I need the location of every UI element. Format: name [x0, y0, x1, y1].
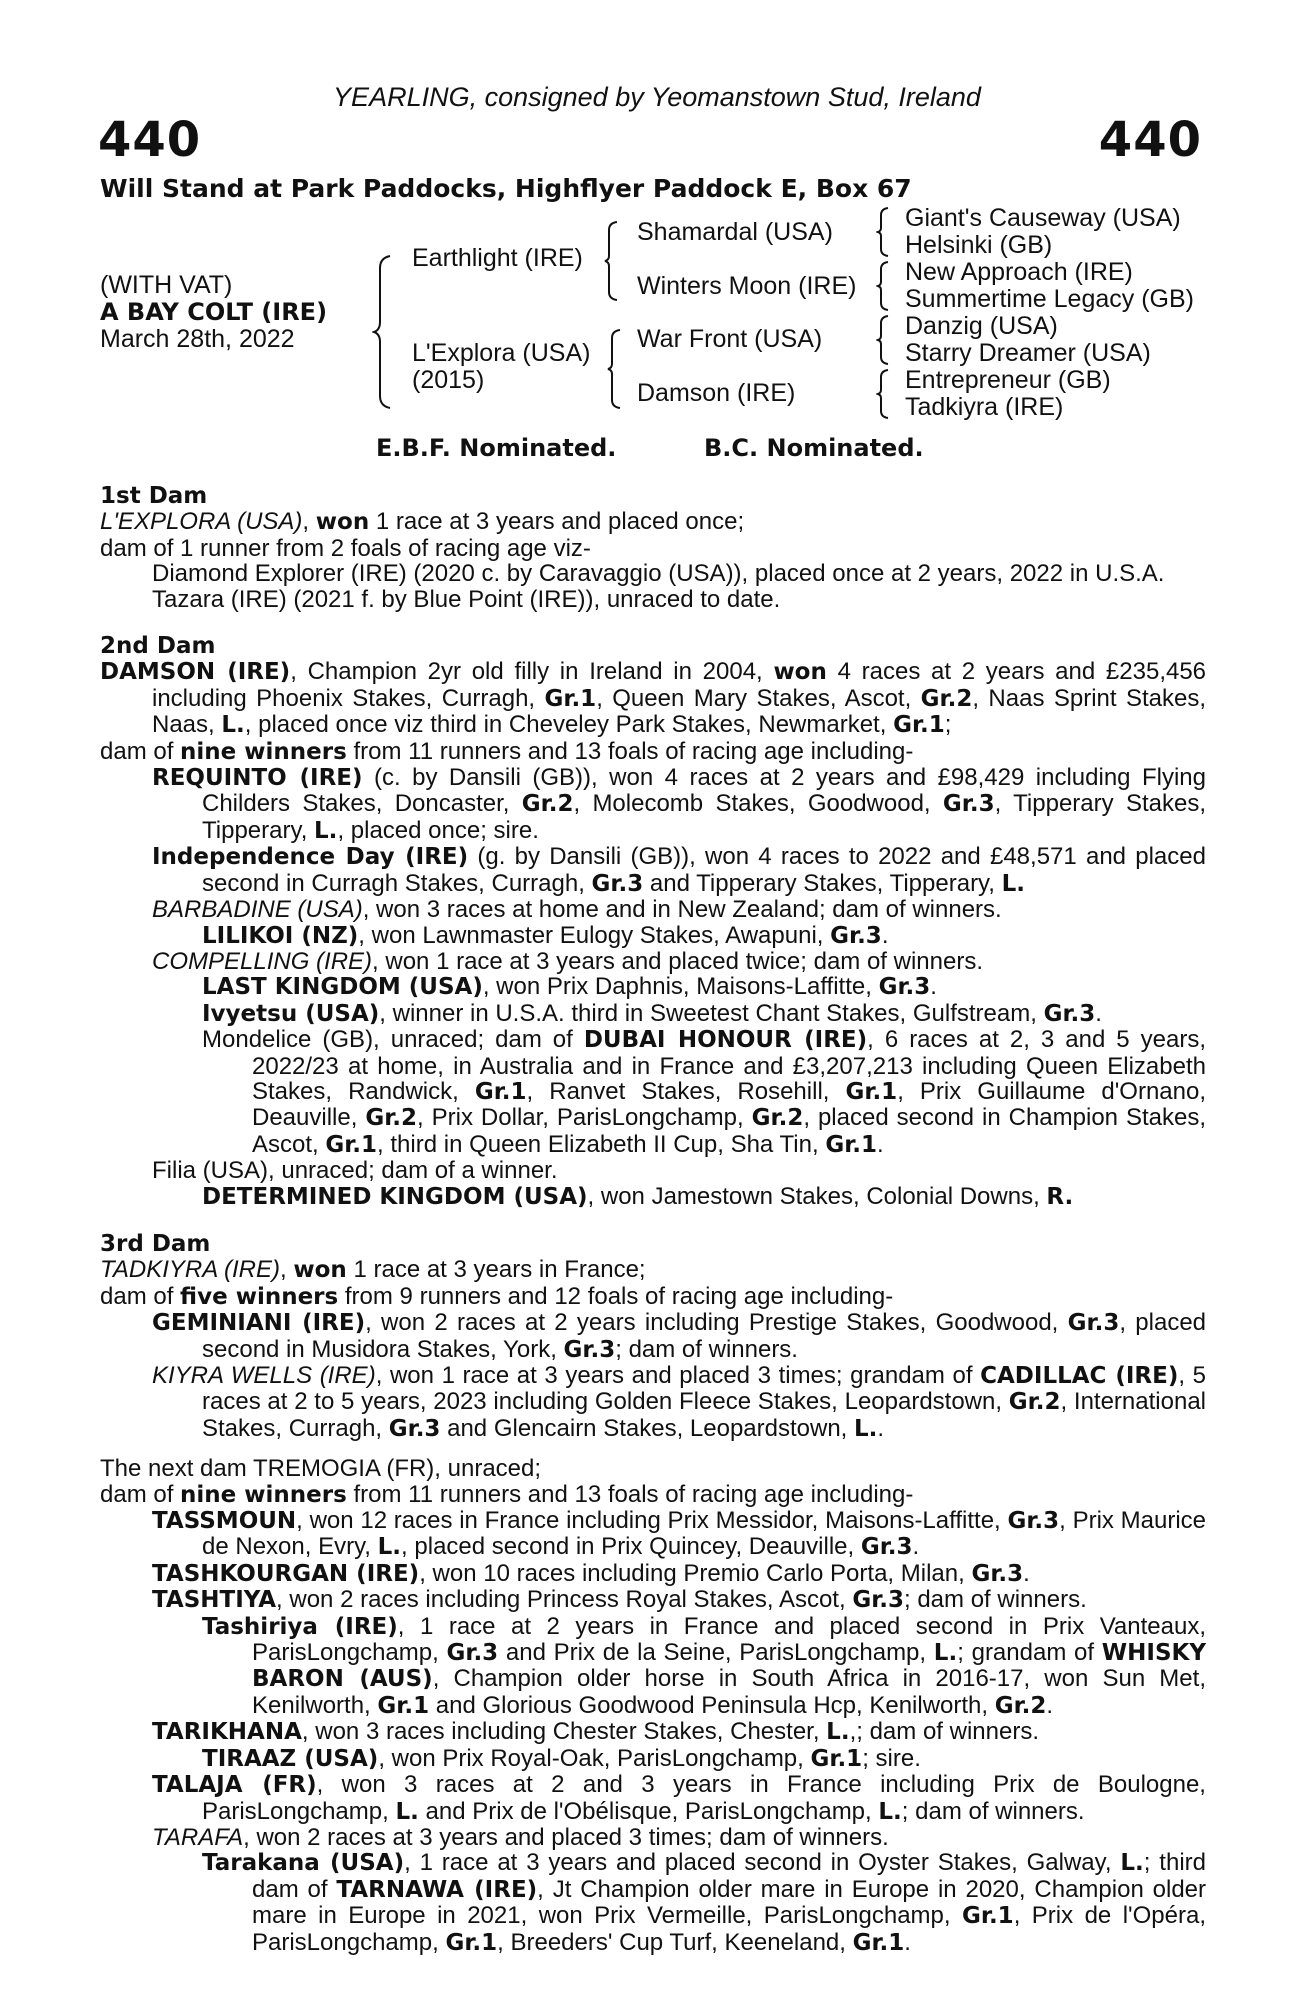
produce-compelling: COMPELLING (IRE), won 1 race at 3 years and placed twice; dam of winners. — [152, 947, 984, 975]
dam-name: L'Explora (USA) — [412, 339, 591, 367]
produce-lilikoi: LILIKOI (NZ), won Lawnmaster Eulogy Stakes, Awapuni, Gr.3. — [202, 921, 889, 949]
pedigree-brace-dam — [606, 328, 624, 410]
pedigree-brace-g1 — [876, 206, 892, 258]
produce-independence-day: Independence Day (IRE) (g. by Dansili (GB)), won 4 races to 2022 and £48,571 and placed second in Curragh Stakes, Curragh, Gr.3 and Tipperary Stakes, Tipperary, L. — [152, 843, 1206, 897]
ancestor-7: Entrepreneur (GB) — [905, 366, 1111, 394]
horse-dob: March 28th, 2022 — [100, 325, 295, 353]
ancestor-2: Helsinki (GB) — [905, 231, 1053, 259]
produce-tarikhana: TARIKHANA, won 3 races including Chester Stakes, Chester, L.,; dam of winners. — [152, 1718, 1039, 1746]
ancestor-4: Summertime Legacy (GB) — [905, 285, 1194, 313]
pedigree-brace-main — [372, 254, 394, 410]
sire-dam: Winters Moon (IRE) — [637, 272, 857, 300]
lot-number-left: 440 — [98, 112, 202, 168]
second-dam-produce-intro: dam of nine winners from 11 runners and 13 foals of racing age including- — [100, 737, 914, 765]
third-dam-line: TADKIYRA (IRE), won 1 race at 3 years in France; — [100, 1256, 646, 1284]
bc-nomination: B.C. Nominated. — [704, 434, 924, 462]
produce-determined-kingdom: DETERMINED KINGDOM (USA), won Jamestown Stakes, Colonial Downs, R. — [202, 1182, 1074, 1210]
produce-tashtiya: TASHTIYA, won 2 races including Princess Royal Stakes, Ascot, Gr.3; dam of winners. — [152, 1586, 1087, 1614]
sire-sire: Shamardal (USA) — [637, 218, 833, 246]
third-dam-heading: 3rd Dam — [100, 1230, 211, 1257]
first-dam-produce-2: Tazara (IRE) (2021 f. by Blue Point (IRE)), unraced to date. — [152, 585, 781, 613]
produce-tassmoun: TASSMOUN, won 12 races in France including Prix Messidor, Maisons-Laffitte, Gr.3, Prix Maurice de Nexon, Evry, L., placed second in Prix Quincey, Deauville, Gr.3. — [152, 1507, 1206, 1561]
first-dam-produce-1: Diamond Explorer (IRE) (2020 c. by Caravaggio (USA)), placed once at 2 years, 2022 in U.S.A. — [152, 560, 1165, 588]
horse-name: A BAY COLT (IRE) — [100, 298, 328, 326]
ancestor-6: Starry Dreamer (USA) — [905, 339, 1151, 367]
third-dam-produce-intro: dam of five winners from 9 runners and 12 foals of racing age including- — [100, 1282, 894, 1310]
ancestor-5: Danzig (USA) — [905, 312, 1058, 340]
produce-talaja: TALAJA (FR), won 3 races at 2 and 3 years in France including Prix de Boulogne, ParisLongchamp, L. and Prix de l'Obélisque, ParisLongchamp, L.; dam of winners. — [152, 1771, 1206, 1825]
produce-barbadine: BARBADINE (USA), won 3 races at home and in New Zealand; dam of winners. — [152, 896, 1002, 924]
vat-label: (WITH VAT) — [100, 271, 233, 299]
pedigree-brace-sire — [603, 220, 621, 302]
ancestor-3: New Approach (IRE) — [905, 258, 1133, 286]
consignment-line: YEARLING, consigned by Yeomanstown Stud, Ireland — [333, 82, 981, 112]
second-dam-heading: 2nd Dam — [100, 633, 216, 660]
produce-requinto: REQUINTO (IRE) (c. by Dansili (GB)), won 4 races at 2 years and £98,429 including Flying Childers Stakes, Doncaster, Gr.2, Molecomb Stakes, Goodwood, Gr.3, Tipperary Stakes, Tipperary, L., placed once; sire. — [152, 764, 1206, 844]
produce-filia: Filia (USA), unraced; dam of a winner. — [152, 1157, 558, 1185]
dam-sire: War Front (USA) — [637, 325, 823, 353]
next-dam-line: The next dam TREMOGIA (FR), unraced; — [100, 1455, 542, 1483]
ancestor-1: Giant's Causeway (USA) — [905, 204, 1181, 232]
first-dam-line: L'EXPLORA (USA), won 1 race at 3 years and placed once; — [100, 508, 745, 536]
produce-geminiani: GEMINIANI (IRE), won 2 races at 2 years including Prestige Stakes, Goodwood, Gr.3, placed second in Musidora Stakes, York, Gr.3; dam of winners. — [152, 1309, 1207, 1363]
produce-kiyra-wells: KIYRA WELLS (IRE), won 1 race at 3 years and placed 3 times; grandam of CADILLAC (IRE), 5 races at 2 to 5 years, 2023 including Golden Fleece Stakes, Leopardstown, Gr.2, International Stakes, Curragh, Gr.3 and Glencairn Stakes, Leopardstown, L.. — [152, 1362, 1206, 1442]
sire-name: Earthlight (IRE) — [412, 244, 583, 272]
catalogue-body — [100, 484, 1206, 1956]
produce-tashiriya: Tashiriya (IRE), 1 race at 2 years in France and placed second in Prix Vanteaux, ParisLongchamp, Gr.3 and Prix de la Seine, ParisLongchamp, L.; grandam of WHISKY BARON (AUS), Champion older horse in South Africa in 2016-17, won Sun Met, Kenilworth, Gr.1 and Glorious Goodwood Peninsula Hcp, Kenilworth, Gr.2. — [202, 1612, 1207, 1719]
stand-location: Will Stand at Park Paddocks, Highflyer Paddock E, Box 67 — [100, 174, 912, 203]
ebf-nomination: E.B.F. Nominated. — [376, 434, 617, 462]
pedigree-brace-g3 — [876, 314, 892, 366]
second-dam-line: DAMSON (IRE), Champion 2yr old filly in Ireland in 2004, won 4 races at 2 years and £235,456 including Phoenix Stakes, Curragh, Gr.1, Queen Mary Stakes, Ascot, Gr.2, Naas Sprint Stakes, Naas, L., placed once viz third in Cheveley Park Stakes, Newmarket, Gr.1; — [100, 658, 1207, 739]
first-dam-heading: 1st Dam — [100, 483, 208, 509]
next-dam-produce-intro: dam of nine winners from 11 runners and 13 foals of racing age including- — [100, 1480, 914, 1508]
produce-tiraaz: TIRAAZ (USA), won Prix Royal-Oak, ParisLongchamp, Gr.1; sire. — [202, 1744, 921, 1772]
produce-tashkourgan: TASHKOURGAN (IRE), won 10 races including Premio Carlo Porta, Milan, Gr.3. — [152, 1559, 1030, 1587]
ancestor-8: Tadkiyra (IRE) — [905, 393, 1064, 421]
first-dam-produce-intro: dam of 1 runner from 2 foals of racing age viz- — [100, 534, 591, 562]
dam-dam: Damson (IRE) — [637, 379, 796, 407]
lot-number-right: 440 — [1098, 112, 1202, 168]
dam-foaling-year: (2015) — [412, 366, 485, 394]
produce-mondelice: Mondelice (GB), unraced; dam of DUBAI HONOUR (IRE), 6 races at 2, 3 and 5 years, 2022/23 at home, in Australia and in France and £3,207,213 including Queen Elizabeth Stakes, Randwick, Gr.1, Ranvet Stakes, Rosehill, Gr.1, Prix Guillaume d'Ornano, Deauville, Gr.2, Prix Dollar, ParisLongchamp, Gr.2, placed second in Champion Stakes, Ascot, Gr.1, third in Queen Elizabeth II Cup, Sha Tin, Gr.1. — [202, 1026, 1207, 1158]
produce-tarakana: Tarakana (USA), 1 race at 3 years and placed second in Oyster Stakes, Galway, L.; third dam of TARNAWA (IRE), Jt Champion older mare in Europe in 2020, Champion older mare in Europe in 2021, won Prix Vermeille, ParisLongchamp, Gr.1, Prix de l'Opéra, ParisLongchamp, Gr.1, Breeders' Cup Turf, Keeneland, Gr.1. — [202, 1849, 1207, 1956]
produce-last-kingdom: LAST KINGDOM (USA), won Prix Daphnis, Maisons-Laffitte, Gr.3. — [202, 973, 937, 1001]
produce-tarafa: TARAFA, won 2 races at 3 years and placed 3 times; dam of winners. — [152, 1823, 889, 1851]
pedigree-brace-g4 — [876, 368, 892, 420]
pedigree-brace-g2 — [876, 260, 892, 312]
produce-ivyetsu: Ivyetsu (USA), winner in U.S.A. third in Sweetest Chant Stakes, Gulfstream, Gr.3. — [202, 999, 1102, 1027]
